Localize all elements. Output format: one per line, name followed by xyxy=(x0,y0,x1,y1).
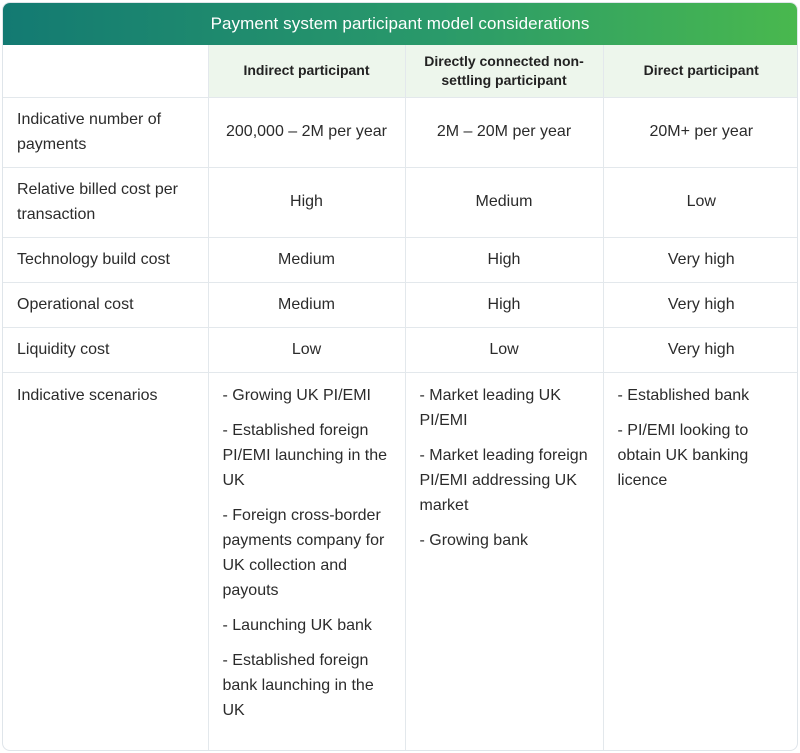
scenario-item: - Established foreign bank launching in the UK xyxy=(222,651,374,719)
table-row xyxy=(3,327,798,372)
table-row xyxy=(3,97,798,167)
scenarios-cell-direct xyxy=(603,372,798,751)
scenario-item: - Foreign cross-border payments company for UK collection and payouts xyxy=(222,506,385,599)
considerations-table xyxy=(3,45,798,751)
considerations-table-card xyxy=(2,2,798,751)
table-cell: Medium xyxy=(208,282,405,327)
scenarios-row xyxy=(3,372,798,751)
table-cell: High xyxy=(405,282,603,327)
table-cell: 200,000 – 2M per year xyxy=(208,97,405,167)
row-label: Technology build cost xyxy=(3,237,208,282)
scenarios-cell-indirect xyxy=(208,372,405,751)
row-label: Operational cost xyxy=(3,282,208,327)
scenario-item: - PI/EMI looking to obtain UK banking licence xyxy=(617,421,749,489)
column-header-indirect: Indirect participant xyxy=(208,45,405,97)
table-cell: Medium xyxy=(208,237,405,282)
row-label: Indicative number of payments xyxy=(3,97,208,167)
column-header-directly-connected: Directly connected non-settling participant xyxy=(405,45,603,97)
table-cell: Very high xyxy=(603,237,798,282)
scenario-item: - Launching UK bank xyxy=(222,616,372,634)
scenario-item: - Market leading foreign PI/EMI addressing UK market xyxy=(419,446,588,514)
table-row xyxy=(3,167,798,237)
table-cell: 2M – 20M per year xyxy=(405,97,603,167)
row-label: Liquidity cost xyxy=(3,327,208,372)
table-cell: Medium xyxy=(405,167,603,237)
table-title: Payment system participant model considerations xyxy=(3,3,797,45)
table-cell: High xyxy=(405,237,603,282)
table-cell: Very high xyxy=(603,282,798,327)
scenario-item: - Growing bank xyxy=(419,531,528,549)
scenario-item: - Established bank xyxy=(617,386,750,404)
scenario-item: - Established foreign PI/EMI launching in the UK xyxy=(222,421,388,489)
table-cell: High xyxy=(208,167,405,237)
table-cell: Low xyxy=(405,327,603,372)
column-header-direct: Direct participant xyxy=(603,45,798,97)
table-cell: Very high xyxy=(603,327,798,372)
table-cell: 20M+ per year xyxy=(603,97,798,167)
scenario-item: - Growing UK PI/EMI xyxy=(222,386,371,404)
header-row xyxy=(3,45,798,97)
row-label: Relative billed cost per transaction xyxy=(3,167,208,237)
table-cell: Low xyxy=(208,327,405,372)
corner-cell xyxy=(3,45,208,97)
scenario-item: - Market leading UK PI/EMI xyxy=(419,386,561,429)
table-cell: Low xyxy=(603,167,798,237)
table-row xyxy=(3,282,798,327)
table-row xyxy=(3,237,798,282)
scenarios-cell-directly-connected xyxy=(405,372,603,751)
row-label: Indicative scenarios xyxy=(3,372,208,751)
